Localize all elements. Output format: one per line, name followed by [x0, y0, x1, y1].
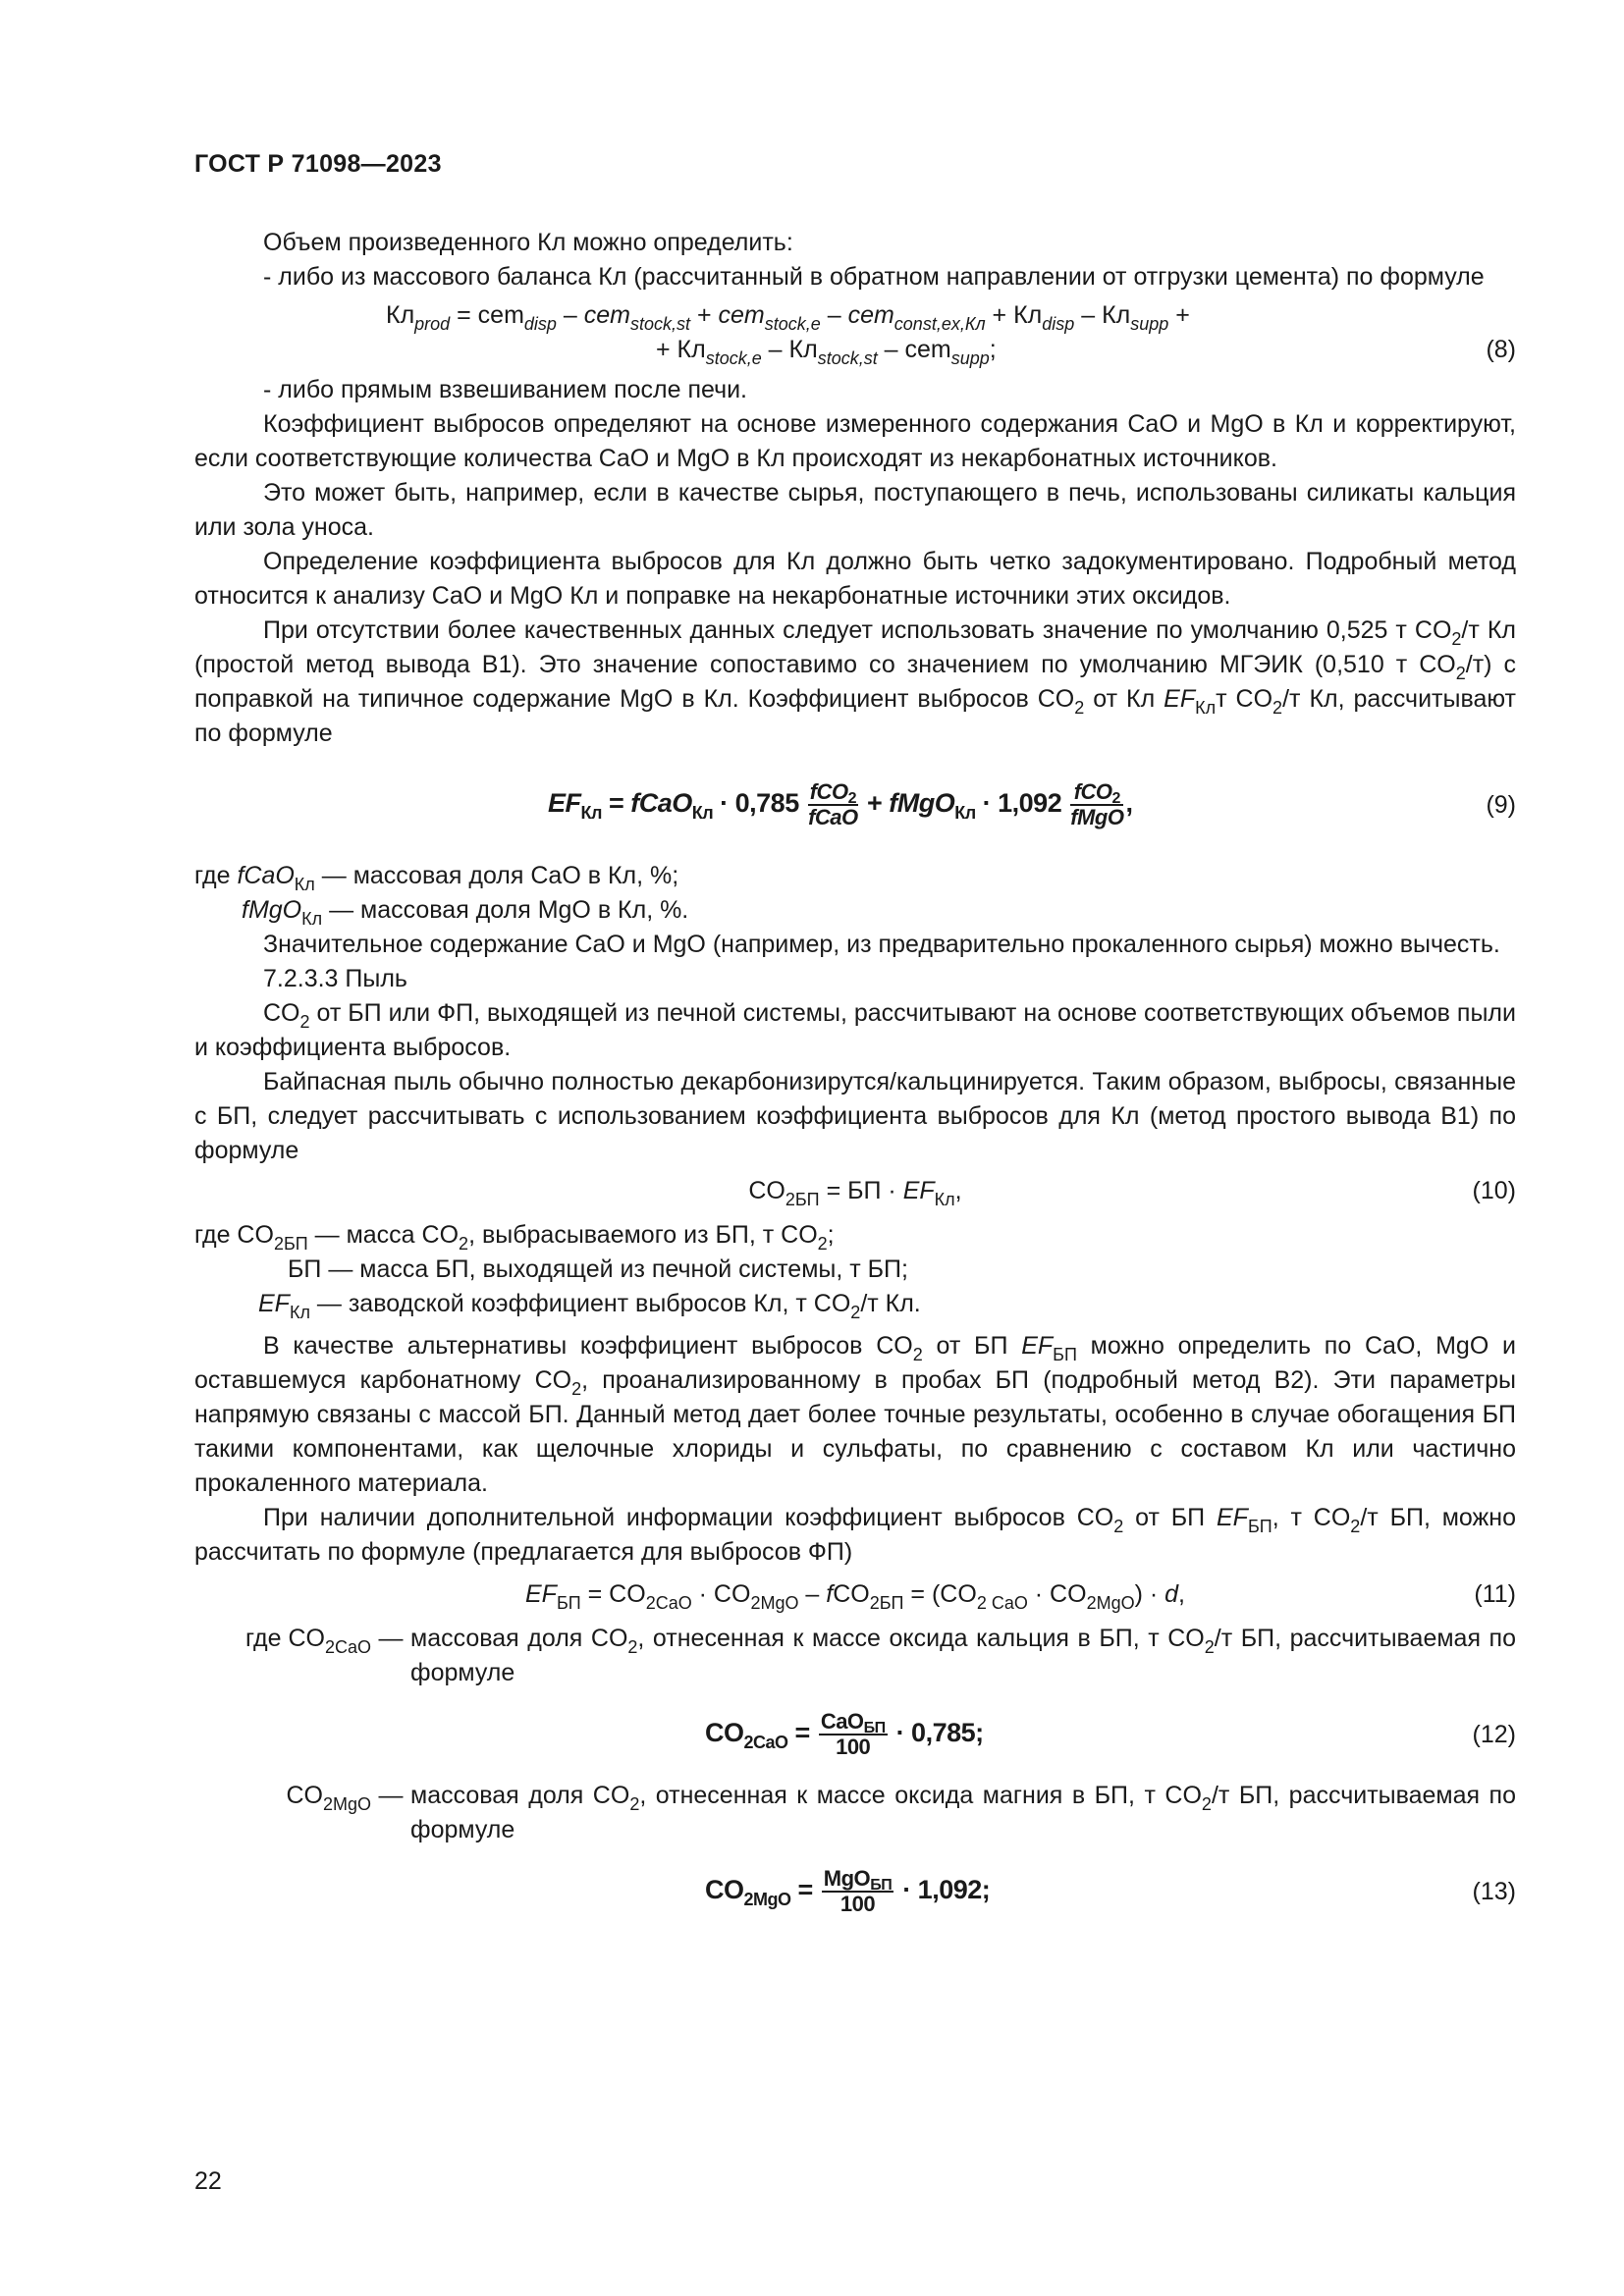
formula-12-expression: $CO_{2CaO}$ = $\frac{CaO_{БП}}{100}$ · 0,785;: [705, 1709, 984, 1759]
paragraph: Объем произведенного Кл можно определить:: [263, 229, 793, 256]
paragraph: - либо из массового баланса Кл (рассчитанный в обратном направлении от отгрузки цемента) по формуле: [263, 263, 1485, 291]
paragraph: При отсутствии более качественных данных следует использовать значение по умолчанию 0,525 т $CO_2/т$ Кл (простой метод вывода B1). Это значение сопоставимо со значением по умолчанию МГЭИК (0,510 т $CO_2/т$) с поправкой на типичное содержание MgO в Кл. Коэффициент выбросов $CO_2$ от Кл $EF_{Кл}т$ $CO_2/т$ Кл, рассчитывают по формуле: [194, 616, 1517, 747]
paragraph: При наличии дополнительной информации коэффициент выбросов $CO_2$ от БП $EF_{БП}$, т $CO_2/т$ БП, можно рассчитать по формуле (предлагается для выбросов ФП): [194, 1504, 1516, 1566]
paragraph: В качестве альтернативы коэффициент выбросов $CO_2$ от БП $EF_{БП}$ можно определить по CaO, MgO и оставшемуся карбонатному $CO_2$, проанализированному в пробах БП (подробный метод B2). Эти параметры напрямую связаны с массой БП. Данный метод дает более точные результаты, особенно в случае обогащения БП такими компонентами, как щелочные хлориды и сульфаты, по сравнению с составом Кл или частично прокаленного материала.: [194, 1332, 1516, 1497]
formula-number: (12): [1472, 1721, 1516, 1748]
fraction: $\frac{fCO_2}{\text{fMgO}}$: [1070, 779, 1124, 829]
formula-8: [194, 298, 1516, 367]
definition-item: $CO_{2MgO}$ — массовая доля $CO_2$, отнесенная к массе оксида магния в БП, т $CO_2/т$ БП, рассчитываемая по формуле: [194, 1779, 1516, 1847]
definition-term: где $CO_{2CaO}$: [245, 1625, 371, 1657]
formula-8-line2: + $Кл_{stock,e} - Кл_{stock,st} - cem_{supp}$; (8): [194, 333, 1516, 367]
formula-11: $EF_{БП} = CO_{2CaO} \cdot CO_{2MgO} - fCO_{2БП} = (CO_{2 CaO} \cdot CO_{2MgO}) \cdot d$, (11): [194, 1577, 1516, 1612]
definition-line: где fCaO$_{Кл}$ — массовая доля CaO в Кл, %;: [194, 862, 679, 894]
formula-number: (10): [1472, 1177, 1516, 1204]
definition-line: где $CO_{2БП}$ — масса $CO_2$, выбрасываемого из БП, т $CO_2$;: [194, 1221, 835, 1254]
formula-12: [194, 1696, 1516, 1773]
formula-9-expression: $EF_{Кл}$ = fCaO$_{Кл}$ · 0,785 $\frac{fCO_2}{\text{fCaO}}$ + fMgO$_{Кл}$ · 1,092 $\frac{fCO_2}{\text{fMgO}}$ ,: [548, 779, 1133, 829]
fraction: $\frac{CaO_{БП}}{100}$: [820, 1709, 886, 1759]
definition-description: массовая доля $CO_2$, отнесенная к массе оксида магния в БП, т $CO_2/т$ БП, рассчитываемая по формуле: [410, 1782, 1516, 1843]
paragraph: - либо прямым взвешиванием после печи.: [263, 376, 748, 403]
paragraph: Значительное содержание CaO и MgO (например, из предварительно прокаленного сырья) можно вычесть.: [263, 931, 1500, 958]
page-number: 22: [194, 2167, 222, 2195]
paragraph: Это может быть, например, если в качестве сырья, поступающего в печь, использованы силикаты кальция или зола уноса.: [194, 479, 1516, 541]
definition-line: БП — масса БП, выходящей из печной системы, т БП;: [288, 1255, 908, 1283]
formula-10: $CO_{2БП}$ = БП · $EF_{Кл}$, (10): [194, 1174, 1516, 1208]
section-heading: 7.2.3.3 Пыль: [263, 965, 407, 992]
definition-line: fMgO$_{Кл}$ — массовая доля MgO в Кл, %.: [242, 896, 689, 929]
document-body: [194, 226, 1516, 1936]
paragraph: Определение коэффициента выбросов для Кл должно быть четко задокументировано. Подробный метод относится к анализу CaO и MgO Кл и поправке на некарбонатные источники этих оксидов.: [194, 548, 1516, 610]
document-header: ГОСТ Р 71098—2023: [194, 150, 442, 178]
definition-description: массовая доля $CO_2$, отнесенная к массе оксида кальция в БП, т $CO_2/т$ БП, рассчитываемая по формуле: [410, 1625, 1516, 1686]
formula-number: (8): [1486, 336, 1516, 363]
paragraph: Коэффициент выбросов определяют на основе измеренного содержания CaO и MgO в Кл и корректируют, если соответствующие количества CaO и MgO в Кл происходят из некарбонатных источников.: [194, 410, 1516, 472]
definition-item: где $CO_{2CaO}$ — массовая доля $CO_2$, отнесенная к массе оксида кальция в БП, т $CO_2/т$ БП, рассчитываемая по формуле: [194, 1622, 1516, 1690]
formula-9: [194, 761, 1516, 851]
paragraph: Байпасная пыль обычно полностью декарбонизирутся/кальцинируется. Таким образом, выбросы, связанные с БП, следует рассчитывать с использованием коэффициента выбросов для Кл (метод простого вывода B1) по формуле: [194, 1068, 1516, 1164]
formula-13-expression: $CO_{2MgO}$ = $\frac{MgO_{БП}}{100}$ · 1,092;: [705, 1866, 991, 1916]
definition-term: $CO_{2MgO}$: [286, 1782, 371, 1814]
formula-number: (13): [1472, 1878, 1516, 1905]
fraction: $\frac{MgO_{БП}}{100}$: [823, 1866, 893, 1916]
paragraph: $CO_2$ от БП или ФП, выходящей из печной системы, рассчитывают на основе соответствующих объемов пыли и коэффициента выбросов.: [194, 999, 1516, 1061]
fraction: $\frac{fCO_2}{\text{fCaO}}$: [808, 779, 858, 829]
formula-number: (9): [1486, 791, 1516, 819]
definition-line: $EF_{Кл}$ — заводской коэффициент выбросов Кл, т $CO_2/т$ Кл.: [258, 1290, 921, 1322]
formula-8-line1: $Кл_{prod} = cem_{disp} - cem_{stock,st} + cem_{stock,e} - cem_{const,ex,Кл} + Кл_{disp} - Кл_{supp}$ +: [386, 301, 1190, 334]
formula-13: [194, 1853, 1516, 1930]
formula-number: (11): [1474, 1580, 1516, 1608]
